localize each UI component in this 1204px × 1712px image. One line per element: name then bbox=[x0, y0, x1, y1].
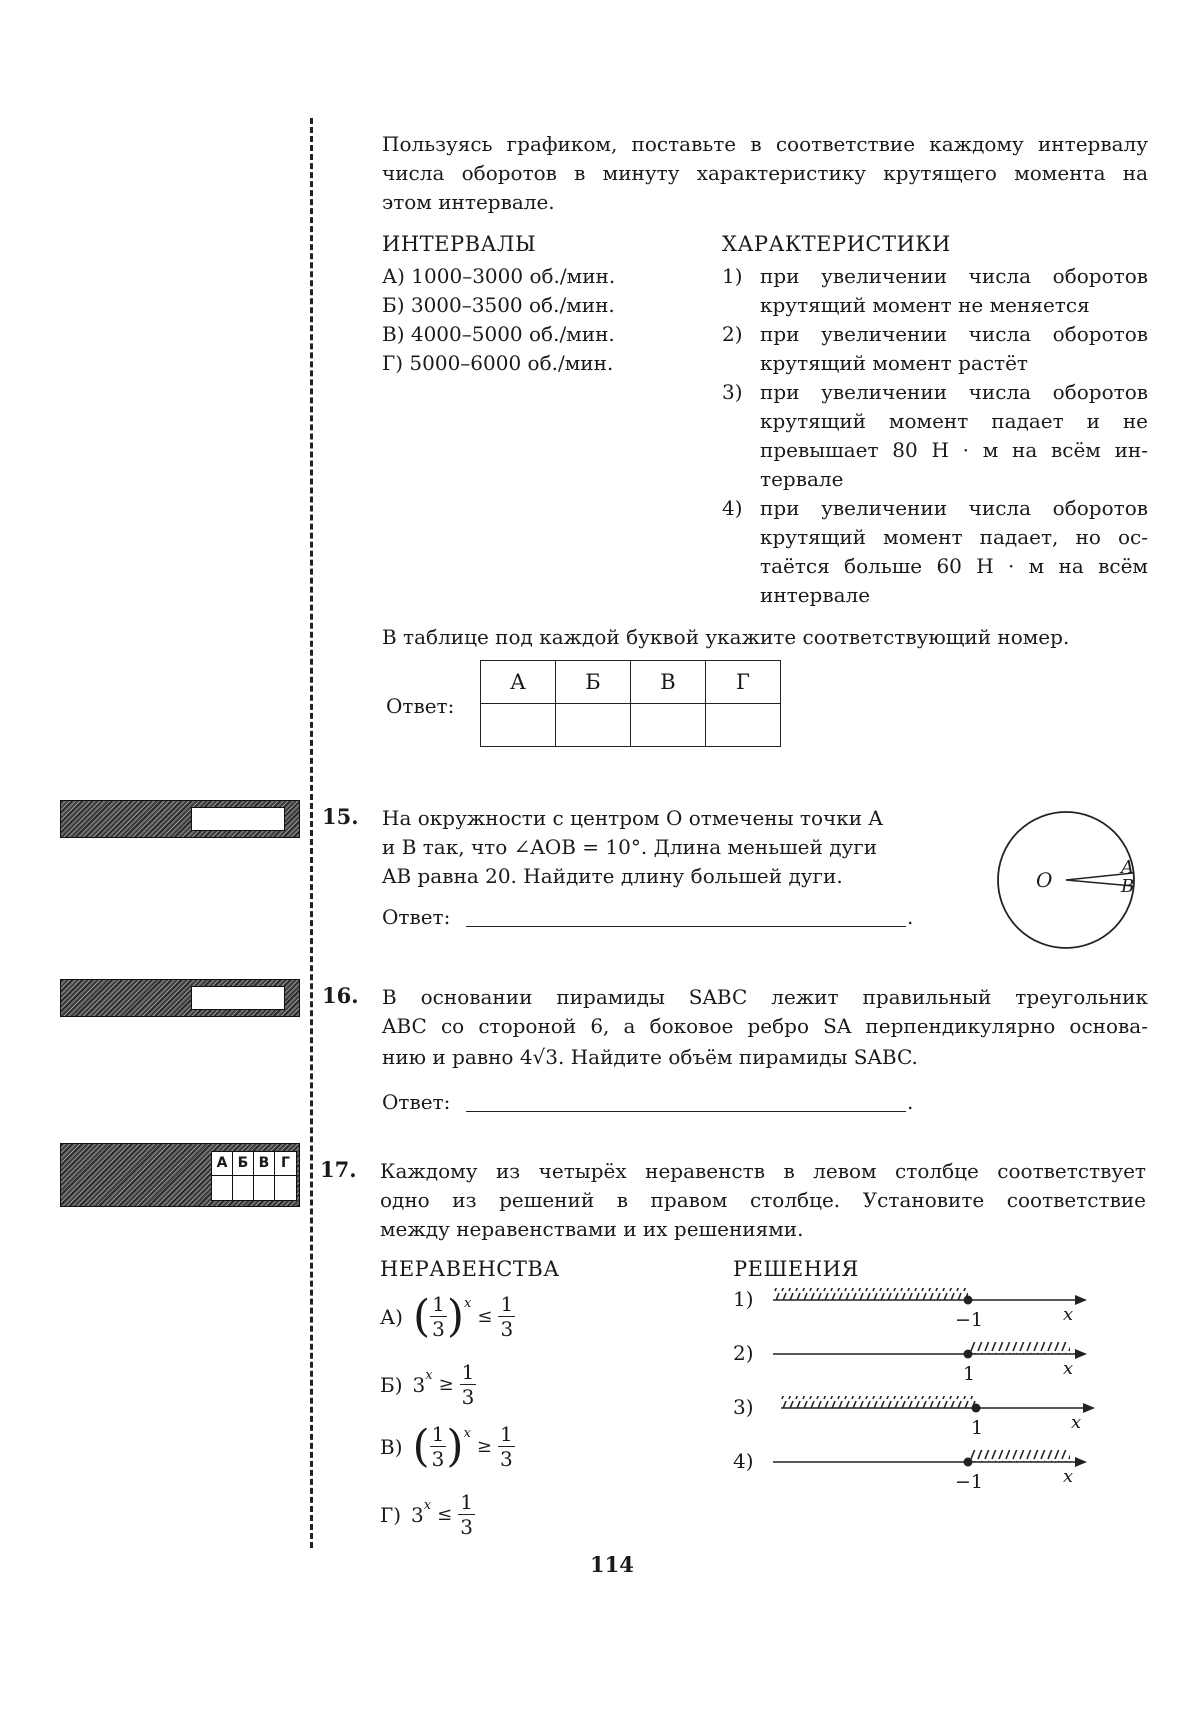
ineq-a-op: ≤ bbox=[477, 1306, 493, 1327]
ineq-a-label: А) bbox=[380, 1304, 403, 1329]
char-2-line1: при увеличении числа оборотов bbox=[760, 322, 1148, 346]
task14-intro-line2: числа оборотов в минуту характеристику крутящего момента на bbox=[382, 161, 1148, 185]
task15-line2: и B так, что ∠AOB = 10°. Длина меньшей дуги bbox=[382, 835, 878, 859]
task17-answer-strip bbox=[60, 1143, 300, 1207]
ineq-a-rhs: $\frac{1}{3}$ bbox=[500, 1292, 514, 1341]
label-a: A bbox=[1121, 857, 1134, 878]
char-3-line1: при увеличении числа оборотов bbox=[760, 380, 1148, 404]
answer-cell-v[interactable] bbox=[631, 704, 706, 747]
answer-header-g: Г bbox=[706, 661, 781, 704]
inequality-b bbox=[380, 1362, 476, 1407]
char-4-line4: интервале bbox=[760, 583, 871, 607]
ineq-b-op: ≥ bbox=[438, 1374, 454, 1395]
task16-line3: нию и равно 4√3. Найдите объём пирамиды SABC. bbox=[382, 1045, 918, 1069]
table-instruction: В таблице под каждой буквой укажите соответствующий номер. bbox=[382, 625, 1070, 649]
char-4-line2: крутящий момент падает, но ос- bbox=[760, 525, 1148, 549]
solution-2-line bbox=[773, 1342, 1087, 1385]
grid-cell-g[interactable] bbox=[275, 1176, 296, 1200]
solution-2-num: 2) bbox=[733, 1341, 754, 1365]
ineq-g-label: Г) bbox=[380, 1502, 402, 1527]
task14-intro-line3: этом интервале. bbox=[382, 190, 555, 214]
answer-table bbox=[480, 660, 781, 747]
interval-b: Б) 3000–3500 об./мин. bbox=[382, 293, 615, 317]
answer-cell-g[interactable] bbox=[706, 704, 781, 747]
task16-answer-label: Ответ: bbox=[382, 1090, 451, 1114]
interval-v: В) 4000–5000 об./мин. bbox=[382, 322, 615, 346]
interval-g: Г) 5000–6000 об./мин. bbox=[382, 351, 614, 375]
task15-line3: AB равна 20. Найдите длину большей дуги. bbox=[382, 864, 843, 888]
task15-short-answer-box[interactable] bbox=[191, 807, 285, 831]
task14-intro-line1: Пользуясь графиком, поставьте в соответствие каждому интервалу bbox=[382, 132, 1148, 156]
intervals-header: ИНТЕРВАЛЫ bbox=[382, 232, 537, 256]
solution-2-axis: x bbox=[1063, 1358, 1074, 1379]
ineq-b-label: Б) bbox=[380, 1372, 403, 1397]
task16-short-answer-box[interactable] bbox=[191, 986, 285, 1010]
solution-4-axis: x bbox=[1063, 1466, 1074, 1487]
ineq-v-label: В) bbox=[380, 1434, 403, 1459]
task15-answer-label: Ответ: bbox=[382, 905, 451, 929]
ineq-b-rhs: $\frac{1}{3}$ bbox=[461, 1360, 475, 1409]
answer-cell-a[interactable] bbox=[481, 704, 556, 747]
char-2-num: 2) bbox=[722, 322, 743, 346]
solution-4-line bbox=[773, 1450, 1087, 1493]
solution-1-point: −1 bbox=[955, 1309, 984, 1331]
ineq-g-op: ≤ bbox=[437, 1504, 453, 1525]
char-4-line3: таётся больше 60 Н · м на всём bbox=[760, 554, 1148, 578]
solution-4-num: 4) bbox=[733, 1449, 754, 1473]
task16-answer-strip bbox=[60, 979, 300, 1017]
label-o: O bbox=[1036, 868, 1053, 892]
solutions-header: РЕШЕНИЯ bbox=[733, 1257, 859, 1281]
solution-4-point: −1 bbox=[955, 1471, 984, 1493]
task15-number: 15. bbox=[322, 804, 359, 829]
char-1-num: 1) bbox=[722, 264, 743, 288]
char-1-line2: крутящий момент не меняется bbox=[760, 293, 1090, 317]
inequality-g bbox=[380, 1492, 475, 1537]
task15-line1: На окружности с центром O отмечены точки A bbox=[382, 806, 883, 830]
circle-figure bbox=[990, 810, 1150, 950]
grid-cell-a[interactable] bbox=[212, 1176, 233, 1200]
ineq-g-rhs: $\frac{1}{3}$ bbox=[460, 1490, 473, 1539]
ineq-b-exp: x bbox=[425, 1368, 433, 1383]
ineq-v-rhs: $\frac{1}{3}$ bbox=[500, 1422, 513, 1471]
task17-line3: между неравенствами и их решениями. bbox=[380, 1217, 804, 1241]
grid-cell-b[interactable] bbox=[233, 1176, 254, 1200]
page-number: 114 bbox=[590, 1552, 634, 1577]
inequality-a: А) ( $\frac{1}{3}$ ) x ≤ $\frac{1}{3}$ bbox=[380, 1290, 514, 1342]
task15-answer-end: . bbox=[907, 905, 914, 929]
solution-1-axis: x bbox=[1063, 1304, 1074, 1325]
task16-line2: ABC со стороной 6, а боковое ребро SA перпендикулярно основа- bbox=[382, 1014, 1148, 1038]
ineq-g-base: 3 bbox=[411, 1502, 424, 1527]
char-4-num: 4) bbox=[722, 496, 743, 520]
answer-header-v: В bbox=[631, 661, 706, 704]
grid-letter-b: Б bbox=[233, 1152, 254, 1176]
char-3-line4: тервале bbox=[760, 467, 844, 491]
solution-2-point: 1 bbox=[963, 1363, 976, 1385]
char-4-line1: при увеличении числа оборотов bbox=[760, 496, 1148, 520]
ineq-g-exp: x bbox=[423, 1498, 432, 1513]
solutions-figure bbox=[725, 1280, 1105, 1500]
solution-1-line bbox=[773, 1288, 1087, 1331]
ineq-v-exp: x bbox=[463, 1426, 471, 1441]
task16-line1: В основании пирамиды SABC лежит правильный треугольник bbox=[382, 985, 1148, 1009]
solution-3-num: 3) bbox=[733, 1395, 754, 1419]
char-3-num: 3) bbox=[722, 380, 743, 404]
grid-cell-v[interactable] bbox=[254, 1176, 275, 1200]
label-b: B bbox=[1121, 876, 1135, 897]
solution-3-point: 1 bbox=[971, 1417, 984, 1439]
char-3-line2: крутящий момент падает и не bbox=[760, 409, 1148, 433]
char-2-line2: крутящий момент растёт bbox=[760, 351, 1028, 375]
task17-answer-grid bbox=[211, 1151, 297, 1201]
char-3-line3: превышает 80 Н · м на всём ин- bbox=[760, 438, 1148, 462]
task15-answer-line[interactable] bbox=[466, 898, 906, 927]
inequalities-header: НЕРАВЕНСТВА bbox=[380, 1257, 560, 1281]
interval-a: А) 1000–3000 об./мин. bbox=[382, 264, 616, 288]
ineq-a-base: $\frac{1}{3}$ bbox=[432, 1292, 445, 1341]
task16-answer-end: . bbox=[907, 1090, 914, 1114]
characteristics-header: ХАРАКТЕРИСТИКИ bbox=[722, 232, 951, 256]
ineq-v-base: $\frac{1}{3}$ bbox=[431, 1422, 445, 1471]
ineq-b-base: 3 bbox=[412, 1372, 426, 1397]
solution-3-line bbox=[781, 1396, 1095, 1439]
ineq-a-exp: x bbox=[464, 1296, 472, 1311]
ineq-v-op: ≥ bbox=[476, 1436, 493, 1457]
cut-line bbox=[310, 118, 313, 1548]
task14-answer-label: Ответ: bbox=[386, 694, 455, 718]
task16-number: 16. bbox=[322, 983, 359, 1008]
answer-header-a: А bbox=[481, 661, 556, 704]
answer-header-b: Б bbox=[556, 661, 631, 704]
grid-letter-v: В bbox=[254, 1152, 275, 1176]
task17-number: 17. bbox=[320, 1157, 357, 1182]
solution-3-axis: x bbox=[1071, 1412, 1082, 1433]
grid-letter-a: А bbox=[212, 1152, 233, 1176]
inequality-v: В) ( $\frac{1}{3}$ ) x ≥ $\frac{1}{3}$ bbox=[380, 1420, 513, 1472]
solution-1-num: 1) bbox=[733, 1287, 754, 1311]
char-1-line1: при увеличении числа оборотов bbox=[760, 264, 1148, 288]
answer-cell-b[interactable] bbox=[556, 704, 631, 747]
task15-answer-strip bbox=[60, 800, 300, 838]
task16-answer-line[interactable] bbox=[466, 1083, 906, 1112]
task17-line1: Каждому из четырёх неравенств в левом столбце соответствует bbox=[380, 1159, 1146, 1183]
grid-letter-g: Г bbox=[275, 1152, 296, 1176]
task17-line2: одно из решений в правом столбце. Установите соответствие bbox=[380, 1188, 1146, 1212]
